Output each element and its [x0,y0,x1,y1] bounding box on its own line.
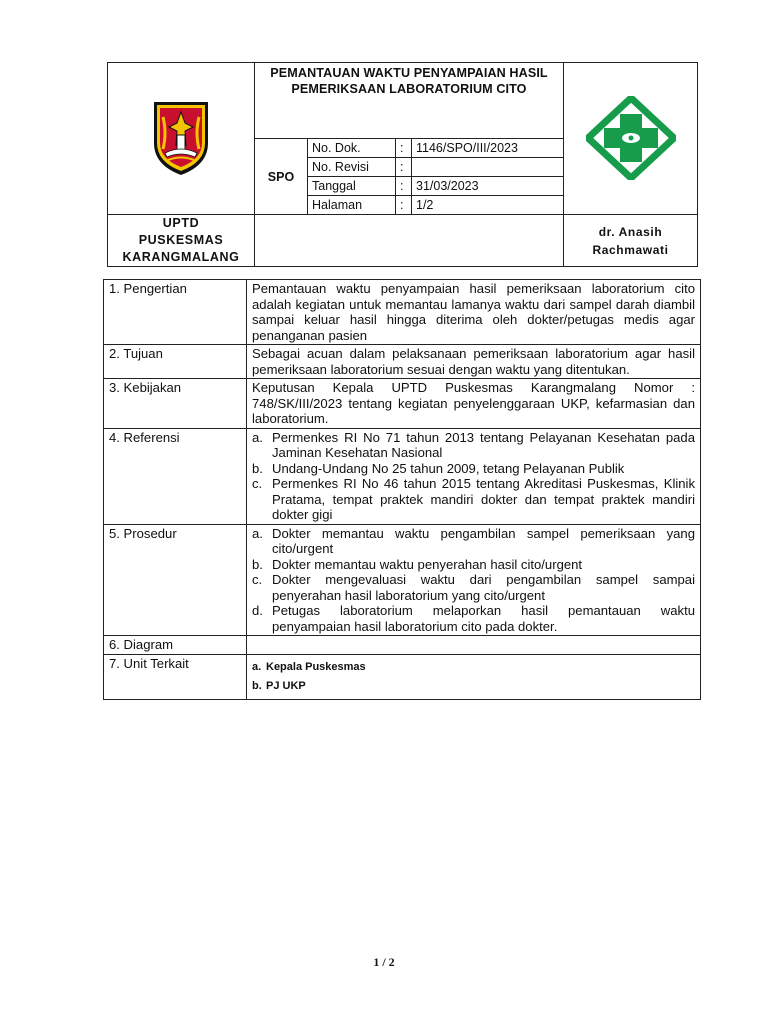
table-row [104,345,701,379]
section-list [247,654,701,699]
section-text: Pemantauan waktu penyampaian hasil pemeriksaan laboratorium cito adalah kegiatan untuk memantau lamanya waktu dari sampel darah diambil sampai keluar hasil hingga diterima oleh dokter/petugas medis agar penanganan pasien [247,280,701,345]
meta-value: 1/2 [412,196,564,215]
list-marker: b. [252,460,263,476]
org-line: PUSKESMAS [138,233,224,247]
emblem-cell [108,63,255,215]
section-label: 6. Diagram [104,636,247,655]
list-text: Dokter memantau waktu penyerahan hasil cito/urgent [272,556,583,572]
section-text: Keputusan Kepala UPTD Puskesmas Karangmalang Nomor : 748/SK/III/2023 tentang kegiatan penyelenggaraan UKP, kefarmasian dan laboratorium. [247,379,701,429]
section-label: 5. Prosedur [104,524,247,636]
org-line: KARANGMALANG [122,250,240,264]
meta-separator: : [396,139,412,158]
page-number: 1 / 2 [373,955,395,969]
meta-separator: : [396,177,412,196]
signer-line: dr. Anasih [598,224,663,239]
meta-key: Halaman [308,196,396,215]
header-table [107,62,698,267]
list-item [252,461,695,477]
section-label: 3. Kebijakan [104,379,247,429]
table-row [104,654,701,699]
list-item [252,603,695,634]
meta-value: 1146/SPO/III/2023 [412,139,564,158]
table-row [104,379,701,429]
meta-value [412,158,564,177]
meta-key: No. Revisi [308,158,396,177]
list-text: Permenkes RI No 46 tahun 2015 tentang Akreditasi Puskesmas, Klinik Pratama, tempat praktek mandiri dokter dan tempat praktek mandiri dokter gigi [272,476,695,522]
list-item [252,572,695,603]
section-label: 7. Unit Terkait [104,654,247,699]
list-marker: a. [252,660,262,673]
list-marker: b. [252,680,262,692]
list-marker: c. [252,572,263,587]
list-item [252,526,695,557]
organization-name [108,215,255,267]
signer-line: Rachmawati [592,242,669,257]
list-text: Kepala Puskesmas [266,660,366,673]
list-item [252,557,695,573]
content-table [103,279,701,700]
list-text: PJ UKP [266,680,306,692]
city-emblem-icon [151,99,211,177]
section-text [247,636,701,655]
section-label: 1. Pengertian [104,280,247,345]
list-marker: b. [252,556,263,572]
meta-separator: : [396,196,412,215]
logo-cell [564,63,698,215]
list-text: Petugas laboratorium melaporkan hasil pemantauan waktu penyampaian hasil laboratorium cito pada dokter. [272,603,695,634]
section-label: 2. Tujuan [104,345,247,379]
blank-cell [255,215,564,267]
table-row [104,428,701,524]
signer-name [564,215,698,267]
table-row [104,524,701,636]
document-title: PEMANTAUAN WAKTU PENYAMPAIAN HASIL PEMERIKSAAN LABORATORIUM CITO [255,63,564,139]
list-item [252,679,695,695]
list-marker: a. [252,429,263,445]
table-row [104,280,701,345]
section-list [247,524,701,636]
list-marker: c. [252,476,263,491]
meta-key: No. Dok. [308,139,396,158]
org-line: UPTD [162,216,200,230]
puskesmas-logo-icon [586,96,676,180]
list-text: Undang-Undang No 25 tahun 2009, tetang Pelayanan Publik [272,460,625,476]
list-marker: a. [252,525,263,541]
list-text: Dokter memantau waktu pengambilan sampel pemeriksaan yang cito/urgent [272,525,695,556]
table-row [104,636,701,655]
meta-key: Tanggal [308,177,396,196]
list-marker: d. [252,603,263,618]
list-item [252,476,695,523]
section-label: 4. Referensi [104,428,247,524]
section-text: Sebagai acuan dalam pelaksanaan pemeriksaan laboratorium agar hasil pemeriksaan laboratorium sesuai dengan waktu yang ditentukan. [247,345,701,379]
list-item [252,430,695,461]
list-text: Dokter mengevaluasi waktu dari pengambilan sampel sampai penyerahan hasil laboratorium yang cito/urgent [272,572,695,603]
list-item [252,660,695,676]
list-text: Permenkes RI No 71 tahun 2013 tentang Pelayanan Kesehatan pada Jaminan Kesehatan Nasional [272,429,695,460]
spo-label: SPO [255,139,308,215]
meta-separator: : [396,158,412,177]
meta-value: 31/03/2023 [412,177,564,196]
section-list [247,428,701,524]
